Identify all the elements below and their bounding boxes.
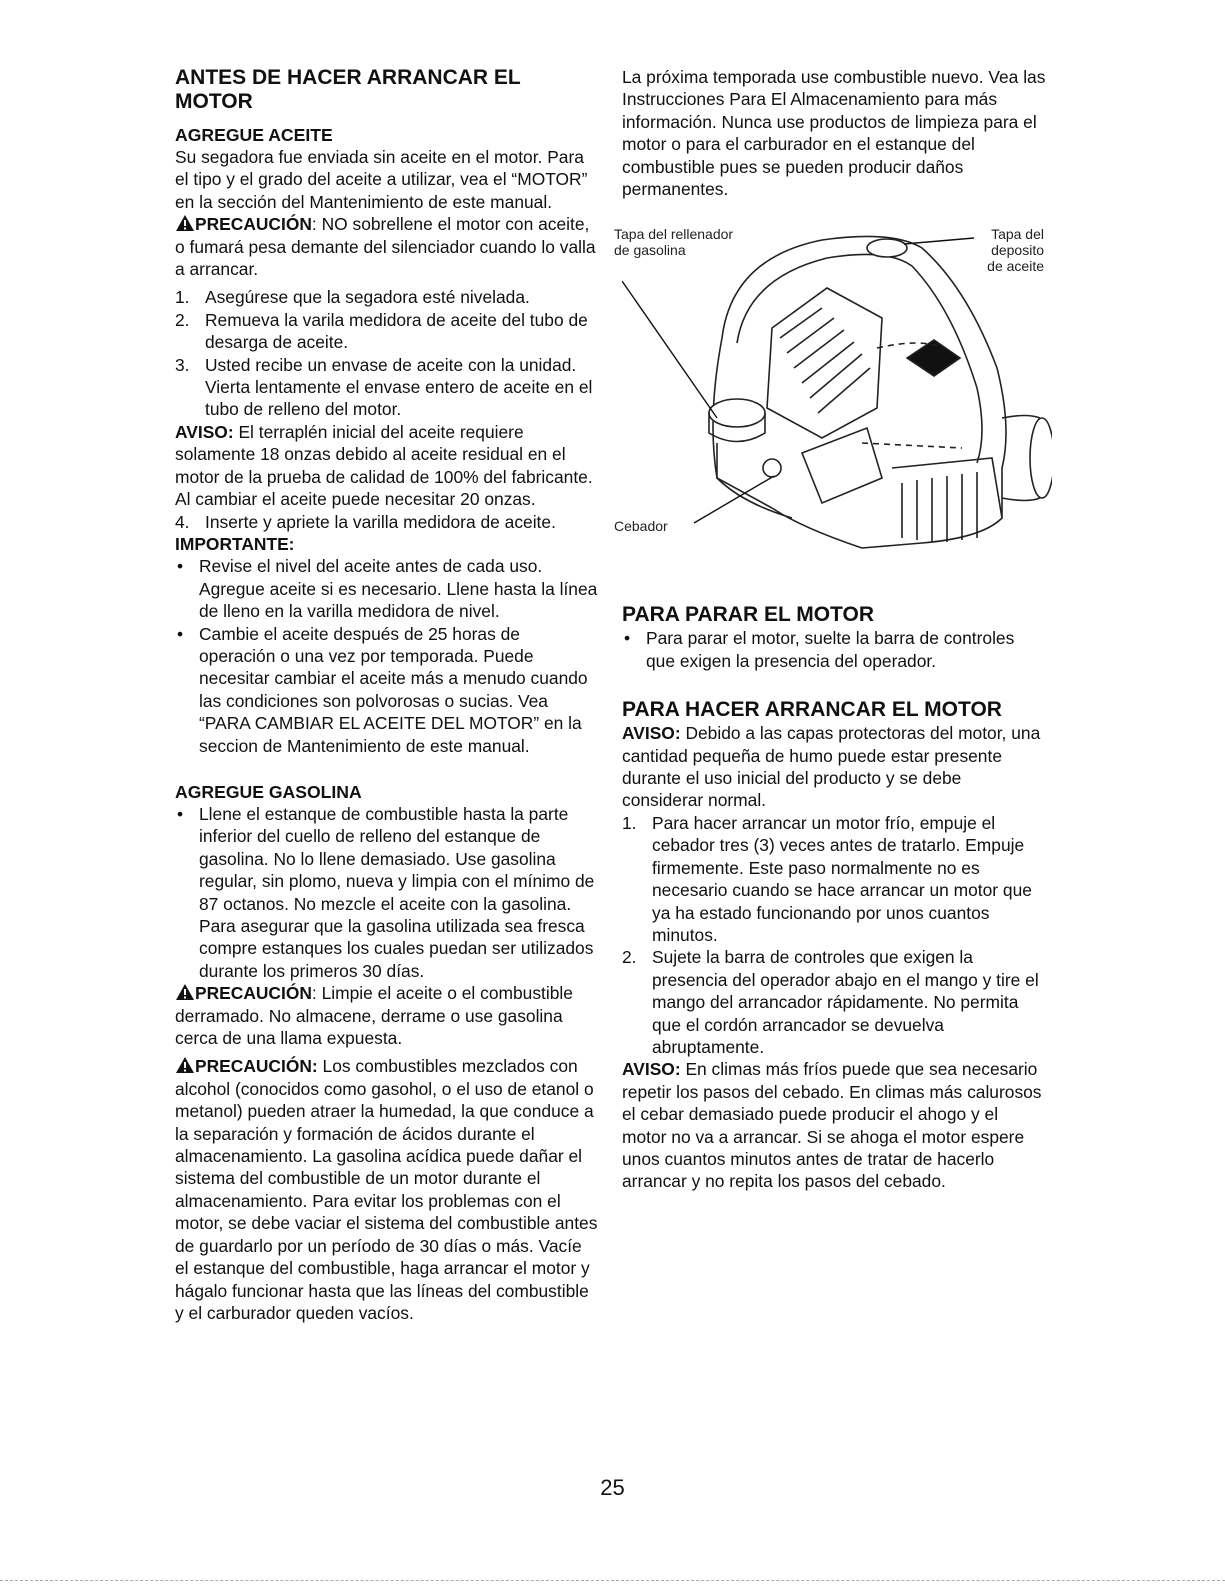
start-steps	[622, 812, 1047, 1058]
label-oil-cap: Tapa del deposito de aceite	[987, 226, 1044, 275]
list-item: 2. Remueva la varila medidora de aceite del tubo de desarga de aceite.	[175, 309, 588, 353]
page-number: 25	[600, 1475, 625, 1500]
start-notice-1: AVISO: Debido a las capas protectoras del motor, una cantidad pequeña de humo puede estar presente durante el uso inicial del producto y se debe considerar normal.	[622, 723, 1041, 811]
list-item: 3. Usted recibe un envase de aceite con la unidad. Vierta lentamente el envase entero de aceite en el tubo de relleno del motor.	[175, 354, 593, 420]
label-fuel-cap: Tapa del rellenador de gasolina	[614, 226, 734, 259]
list-item: 4. Inserte y apriete la varilla medidora de aceite.	[175, 511, 556, 532]
oil-notice: AVISO: El terraplén inicial del aceite requiere solamente 18 onzas debido al aceite residual en el motor de la prueba de calidad de 100% del fabricante. Al cambiar el aceite puede necesitar 20 onzas.	[175, 421, 593, 510]
storage-intro: La próxima temporada use combustible nuevo. Vea las Instrucciones Para El Almacenamiento para más información. Nunca use productos de limpieza para el motor o para el carburador en el estanque del combustible pues se pueden producir daños permanentes.	[622, 67, 1046, 200]
engine-figure	[614, 218, 1052, 563]
warning-icon	[175, 983, 195, 1001]
stop-list	[622, 627, 1047, 672]
caution-label: PRECAUCIÓN	[195, 214, 312, 235]
leader-line-fuel	[622, 281, 717, 418]
right-column	[614, 66, 1047, 1193]
list-item: 1. Asegúrese que la segadora esté nivelada.	[175, 287, 530, 308]
fuel-list	[175, 803, 600, 982]
warning-icon	[175, 1056, 195, 1074]
list-item: • Para parar el motor, suelte la barra de controles que exigen la presencia del operador.	[624, 628, 1015, 671]
oil-step-4	[175, 511, 600, 533]
start-notice-2: AVISO: En climas más fríos puede que sea necesario repetir los pasos del cebado. En climas más calurosos el cebar demasiado puede producir el ahogo y el motor no va a arrancar. Si se ahoga el motor espere unos cuantos minutos antes de tratar de hacerlo arrancar y no repita los pasos del cebado.	[622, 1059, 1042, 1192]
leader-line-oil	[904, 238, 974, 244]
fuel-caution-2: PRECAUCIÓN: Los combustibles mezclados con alcohol (conocidos como gasohol, o el uso de etanol o metanol) pueden atraer la humedad, la que conduce a la separación y formación de ácidos durante el almacenamiento. La gasolina acídica puede dañar el sistema del combustible de un motor durante el almacenamiento. Para evitar los problemas con el motor, se debe vaciar el sistema del combustible antes de guardarlo por un período de 30 días o más. Vacíe el estanque del combustible, haga arrancar el motor y hágalo funcionar hasta que las líneas del combustible y el carburador queden vacíos.	[175, 1056, 598, 1323]
important-list	[175, 555, 600, 757]
list-item: 2. Sujete la barra de controles que exigen la presencia del operador abajo en el mango y tire el mango del arrancador rápidamente. No permita que el cordón arrancador se devuelva abruptamente.	[622, 947, 1039, 1057]
scan-edge-divider	[0, 1580, 1225, 1581]
important-label: IMPORTANTE:	[175, 533, 295, 554]
section-title-start-engine: PARA HACER ARRANCAR EL MOTOR	[622, 698, 1002, 722]
label-primer: Cebador	[614, 518, 668, 535]
list-item: • Revise el nivel del aceite antes de cada uso. Agregue aceite si es necesario. Llene hasta la línea de lleno en la varilla medidora de nivel.	[177, 556, 598, 622]
heading-add-oil: AGREGUE ACEITE	[175, 125, 333, 145]
list-item: 1. Para hacer arrancar un motor frío, empuje el cebador tres (3) veces antes de tratarlo. Empuje firmemente. Este paso normalmente no es necesario cuando se hace arrancar un motor que ya ha estado funcionando por unos cuantos minutos.	[622, 812, 1032, 945]
section-title-stop-engine: PARA PARAR EL MOTOR	[622, 603, 875, 627]
oil-steps	[175, 286, 600, 420]
oil-intro: Su segadora fue enviada sin aceite en el motor. Para el tipo y el grado del aceite a utilizar, vea el “MOTOR” en la sección del Mantenimiento de este manual.	[175, 147, 588, 212]
caution-text: : NO sobrellene el motor con aceite, o fumará pesa demante del silenciador cuando lo valla a arrancar.	[175, 214, 596, 280]
list-item: • Cambie el aceite después de 25 horas de operación o una vez por temporada. Puede necesitar cambiar el aceite más a menudo cuando las condiciones son polvorosas o sucias. Vea “PARA CAMBIAR EL ACEITE DEL MOTOR” en la seccion de Mantenimiento de este manual.	[177, 623, 588, 756]
heading-add-fuel: AGREGUE GASOLINA	[175, 781, 362, 802]
left-column	[175, 66, 600, 1324]
list-item: • Llene el estanque de combustible hasta la parte inferior del cuello de relleno del estanque de gasolina. No lo llene demasiado. Use gasolina regular, sin plomo, nueva y limpia con el mínimo de 87 octanos. No mezcle el aceite con la gasolina. Para asegurar que la gasolina utilizada sea fresca compre estanques los cuales puedan ser utilizados durante los primeros 30 días.	[177, 803, 595, 981]
fuel-caution-1: PRECAUCIÓN: Limpie el aceite o el combustible derramado. No almacene, derrame o use gasolina cerca de una llama expuesta.	[175, 983, 573, 1049]
section-title-before-start: ANTES DE HACER ARRANCAR EL MOTOR	[175, 66, 521, 113]
warning-icon	[175, 214, 195, 232]
oil-caution	[175, 213, 600, 280]
